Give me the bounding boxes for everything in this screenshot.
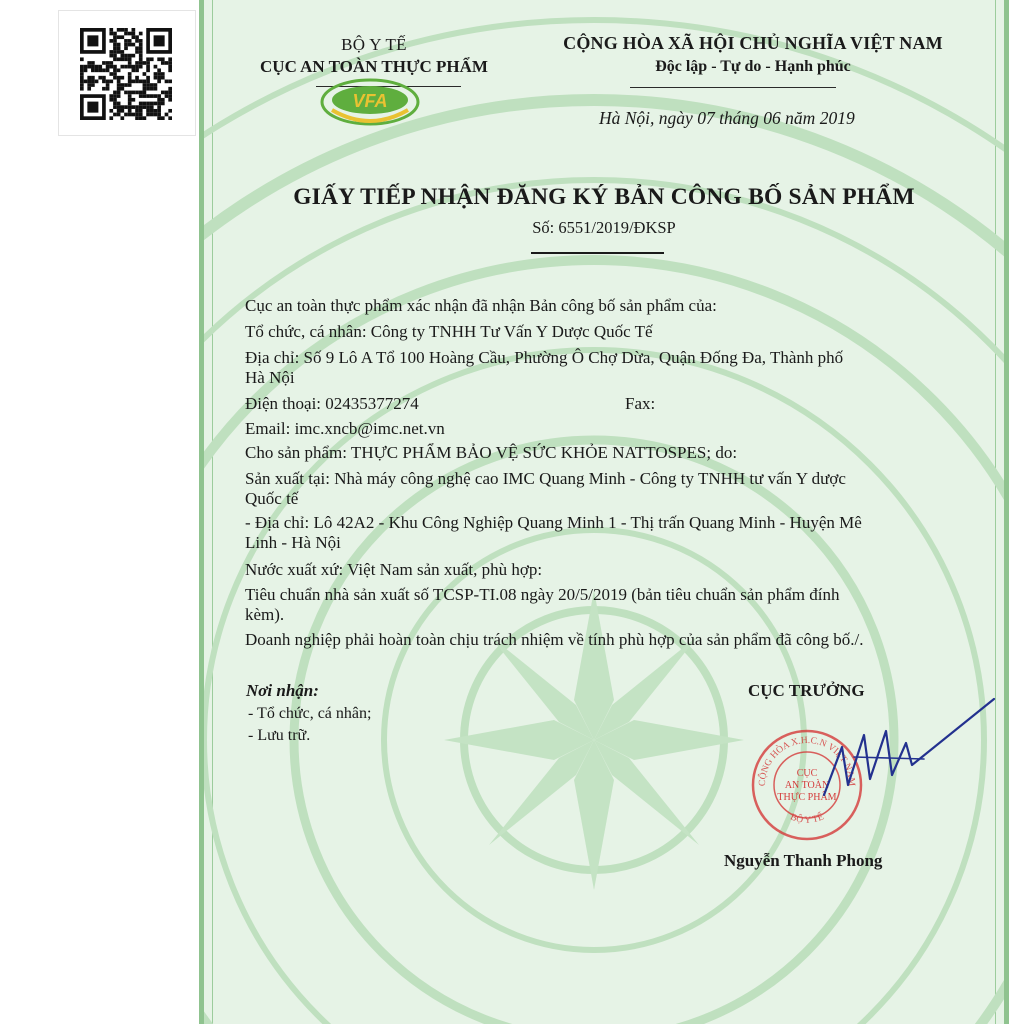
vfa-logo xyxy=(318,76,422,128)
email-line: Email: imc.xncb@imc.net.vn xyxy=(245,419,445,438)
manufacturer-line-1: Sản xuất tại: Nhà máy công nghệ cao IMC Quang Minh - Công ty TNHH tư vấn Y dược xyxy=(245,469,846,488)
national-motto: Độc lập - Tự do - Hạnh phúc xyxy=(655,58,851,75)
qr-code xyxy=(80,28,172,120)
product-line: Cho sản phẩm: THỰC PHẨM BẢO VỆ SỨC KHỎE NATTOSPES; do: xyxy=(245,443,738,462)
document-number: Số: 6551/2019/ĐKSP xyxy=(532,218,676,237)
qr-code-card xyxy=(58,10,196,136)
signer-position: CỤC TRƯỞNG xyxy=(748,681,865,700)
handwritten-signature xyxy=(794,695,999,815)
responsibility-line: Doanh nghiệp phải hoàn toàn chịu trách nhiệm về tính phù hợp của sản phẩm đã công bố./. xyxy=(245,630,864,649)
recipient-item: - Lưu trữ. xyxy=(248,727,311,744)
recipient-item: - Tổ chức, cá nhân; xyxy=(248,705,372,722)
stamp-outer-text: CỘNG HÒA X.H.C.N VIỆT NAM xyxy=(757,735,857,787)
intro-line: Cục an toàn thực phẩm xác nhận đã nhận Bản công bố sản phẩm của: xyxy=(245,296,717,315)
manufacturer-line-2: Quốc tế xyxy=(245,489,299,508)
header-divider-right xyxy=(630,87,836,88)
address-line-2: Hà Nội xyxy=(245,368,295,387)
address-line-1: Địa chỉ: Số 9 Lô A Tổ 100 Hoàng Cầu, Phường Ô Chợ Dừa, Quận Đống Đa, Thành phố xyxy=(245,348,844,367)
recipients-title: Nơi nhận: xyxy=(246,681,319,700)
origin-line: Nước xuất xứ: Việt Nam sản xuất, phù hợp: xyxy=(245,560,543,579)
agency-name: CỤC AN TOÀN THỰC PHẨM xyxy=(260,57,488,76)
title-divider xyxy=(531,252,664,254)
vfa-logo-text: VFA xyxy=(352,91,388,111)
certificate xyxy=(199,0,1009,1024)
issue-date: Hà Nội, ngày 07 tháng 06 năm 2019 xyxy=(599,108,855,128)
fax-label: Fax: xyxy=(625,394,656,413)
stamp-inner-text: CỤC xyxy=(796,768,818,779)
stamp-bottom-text: BỘ Y TẾ xyxy=(788,812,826,826)
factory-address-line-2: Linh - Hà Nội xyxy=(245,533,341,552)
stamp-inner-text: THỰC PHẨM xyxy=(777,792,837,803)
bronze-drum-watermark xyxy=(204,0,1004,1024)
organization-line: Tổ chức, cá nhân: Công ty TNHH Tư Vấn Y Dược Quốc Tế xyxy=(245,322,653,341)
document-title: GIẤY TIẾP NHẬN ĐĂNG KÝ BẢN CÔNG BỐ SẢN PHẨM xyxy=(293,184,915,210)
stamp-inner-text: AN TOÀN xyxy=(784,780,830,791)
standard-line-2: kèm). xyxy=(245,605,285,624)
factory-address-line-1: - Địa chỉ: Lô 42A2 - Khu Công Nghiệp Quang Minh 1 - Thị trấn Quang Minh - Huyện Mê xyxy=(245,513,862,532)
phone-line: Điện thoại: 02435377274 xyxy=(245,394,419,413)
ministry-name: BỘ Y TẾ xyxy=(341,35,407,54)
country-name: CỘNG HÒA XÃ HỘI CHỦ NGHĨA VIỆT NAM xyxy=(563,33,943,53)
standard-line-1: Tiêu chuẩn nhà sản xuất số TCSP-TI.08 ngày 20/5/2019 (bản tiêu chuẩn sản phẩm đính xyxy=(245,585,840,604)
signer-name: Nguyễn Thanh Phong xyxy=(724,851,883,870)
